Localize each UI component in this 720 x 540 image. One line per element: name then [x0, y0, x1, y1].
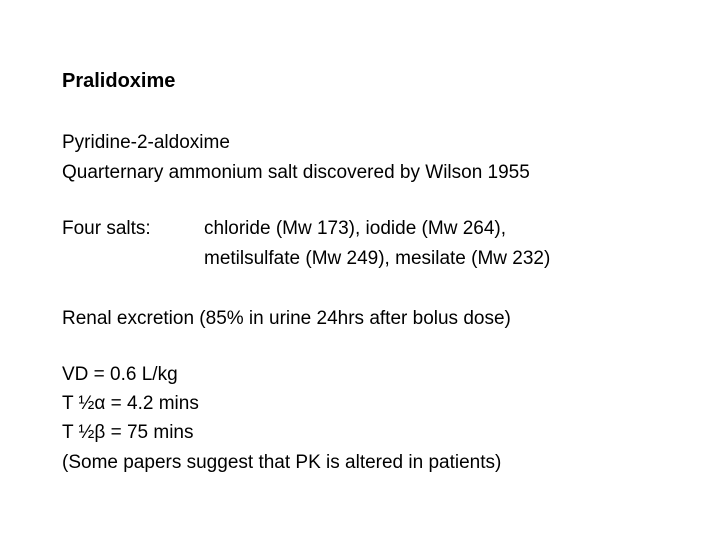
intro-line-discovery: Quarternary ammonium salt discovered by Wilson 1955: [62, 162, 530, 183]
renal-excretion-line: Renal excretion (85% in urine 24hrs after bolus dose): [62, 308, 511, 329]
salts-label: Four salts:: [62, 218, 151, 239]
pk-line-half-life-beta: T ½β = 75 mins: [62, 422, 194, 443]
pk-line-half-life-alpha: T ½α = 4.2 mins: [62, 393, 199, 414]
pk-line-vd: VD = 0.6 L/kg: [62, 364, 178, 385]
intro-line-chemical-name: Pyridine-2-aldoxime: [62, 132, 230, 153]
salts-line-2: metilsulfate (Mw 249), mesilate (Mw 232): [204, 248, 551, 269]
salts-line-1: chloride (Mw 173), iodide (Mw 264),: [204, 218, 507, 239]
slide-title: Pralidoxime: [62, 70, 176, 92]
pk-line-note: (Some papers suggest that PK is altered in patients): [62, 452, 502, 473]
